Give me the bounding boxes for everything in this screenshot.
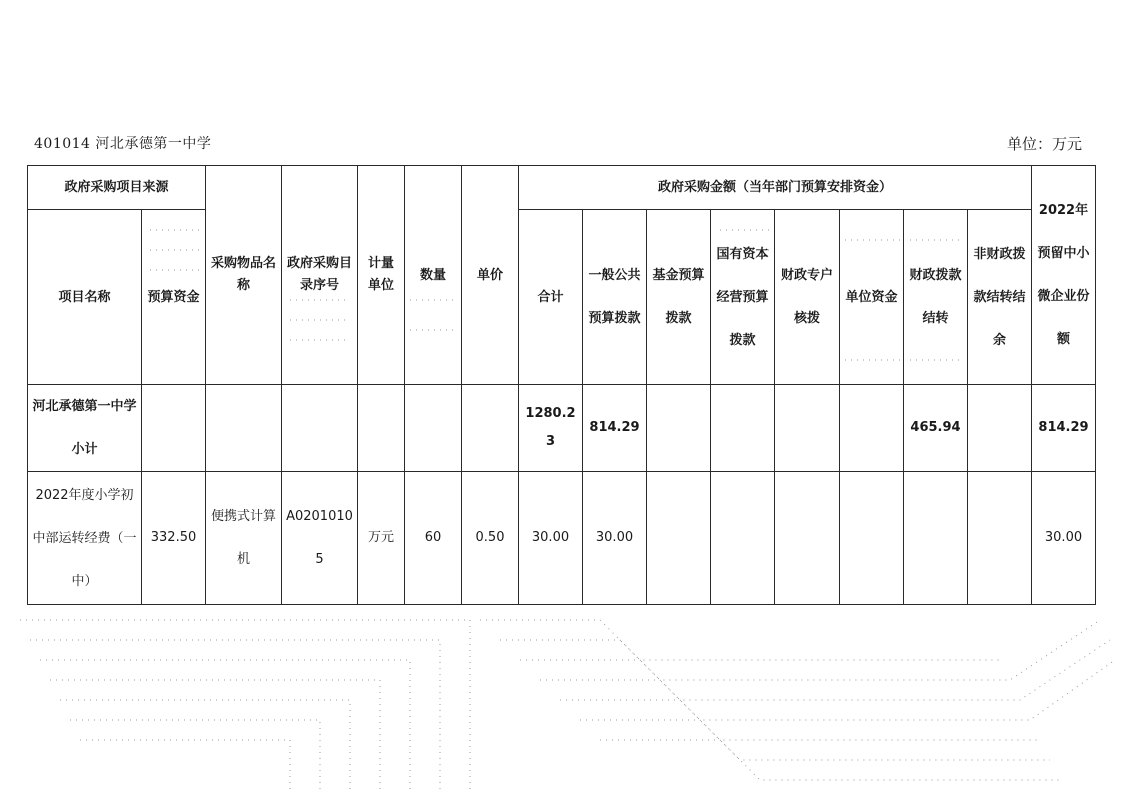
cell-nonfiscal-carryover bbox=[968, 385, 1032, 472]
cell-unit-funds bbox=[840, 472, 904, 605]
cell-nonfiscal-carryover bbox=[968, 472, 1032, 605]
cell-item-name: 便携式计算机 bbox=[206, 472, 282, 605]
cell-general-budget: 814.29 bbox=[583, 385, 647, 472]
header-state-capital: 国有资本经营预算拨款 bbox=[711, 210, 775, 385]
cell-quantity bbox=[405, 385, 462, 472]
header-fund-budget: 基金预算拨款 bbox=[647, 210, 711, 385]
procurement-budget-table bbox=[27, 165, 1096, 605]
header-special-account: 财政专户核拨 bbox=[775, 210, 840, 385]
currency-unit-label: 单位：万元 bbox=[1007, 135, 1083, 153]
cell-catalog-no: A02010105 bbox=[282, 472, 358, 605]
cell-item-name bbox=[206, 385, 282, 472]
cell-reserved-sme: 814.29 bbox=[1032, 385, 1096, 472]
cell-budget-funds: 332.50 bbox=[142, 472, 206, 605]
header-fiscal-carryover: 财政拨款结转 bbox=[904, 210, 968, 385]
cell-state-capital bbox=[711, 385, 775, 472]
cell-quantity: 60 bbox=[405, 472, 462, 605]
cell-fund-budget bbox=[647, 472, 711, 605]
cell-unit-price bbox=[462, 385, 519, 472]
cell-special-account bbox=[775, 385, 840, 472]
cell-fiscal-carryover: 465.94 bbox=[904, 385, 968, 472]
header-project-name: 项目名称 bbox=[28, 210, 142, 385]
header-nonfiscal-carryover: 非财政拨款结转结余 bbox=[968, 210, 1032, 385]
cell-fund-budget bbox=[647, 385, 711, 472]
cell-fiscal-carryover bbox=[904, 472, 968, 605]
table-row-item bbox=[28, 472, 1096, 605]
header-measure-unit: 计量单位 bbox=[358, 166, 405, 385]
cell-general-budget: 30.00 bbox=[583, 472, 647, 605]
cell-project-name: 2022年度小学初中部运转经费（一中） bbox=[28, 472, 142, 605]
cell-special-account bbox=[775, 472, 840, 605]
header-amount-group: 政府采购金额（当年部门预算安排资金） bbox=[519, 166, 1032, 210]
header-unit-price: 单价 bbox=[462, 166, 519, 385]
table-row-subtotal bbox=[28, 385, 1096, 472]
cell-budget-funds bbox=[142, 385, 206, 472]
cell-total: 30.00 bbox=[519, 472, 583, 605]
unit-code-title: 401014 河北承德第一中学 bbox=[34, 136, 212, 152]
cell-total: 1280.23 bbox=[519, 385, 583, 472]
cell-measure-unit bbox=[358, 385, 405, 472]
header-catalog-no: 政府采购目录序号 bbox=[282, 166, 358, 385]
cell-reserved-sme: 30.00 bbox=[1032, 472, 1096, 605]
cell-unit-price: 0.50 bbox=[462, 472, 519, 605]
header-budget-funds: 预算资金 bbox=[142, 210, 206, 385]
cell-measure-unit: 万元 bbox=[358, 472, 405, 605]
cell-project-name: 河北承德第一中学小计 bbox=[28, 385, 142, 472]
header-unit-funds: 单位资金 bbox=[840, 210, 904, 385]
header-source-group: 政府采购项目来源 bbox=[28, 166, 206, 210]
header-general-budget: 一般公共预算拨款 bbox=[583, 210, 647, 385]
cell-unit-funds bbox=[840, 385, 904, 472]
header-quantity: 数量 bbox=[405, 166, 462, 385]
cell-catalog-no bbox=[282, 385, 358, 472]
cell-state-capital bbox=[711, 472, 775, 605]
header-item-name: 采购物品名称 bbox=[206, 166, 282, 385]
header-reserved-sme: 2022年预留中小微企业份额 bbox=[1032, 166, 1096, 385]
header-total: 合计 bbox=[519, 210, 583, 385]
